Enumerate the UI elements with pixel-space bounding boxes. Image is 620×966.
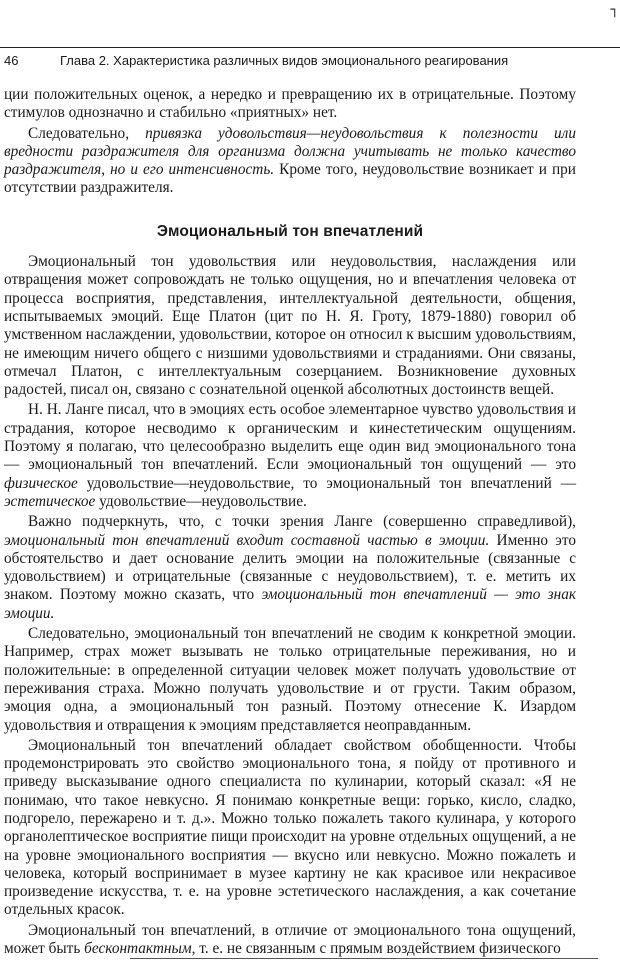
paragraph-3: Эмоциональный тон удовольствия или неудовольствия, наслаждения или отвращения может сопровождать не только ощущения, но и впечатления человека от процесса восприятия, представления, интеллектуальной деятельности, общения, испытываемых эмоций. Еще Платон (цит по Н. Я. Гроту, 1879-1880) говорил об умственном наслаждении, удовольствии, которое он относил к высшим удовольствиям, не имеющим ничего общего с низшими удовольствиями и страданиями. Они связаны, отмечал Платон, с интеллектуальным созерцанием. Возникновение духовных радостей, писал он, связано с сознательной оценкой абсолютных достоинств вещей. <box>4 253 576 399</box>
corner-mark: ┐ <box>610 2 619 18</box>
p4-text-e: удовольствие—неудовольствие. <box>95 492 307 510</box>
header-rule <box>0 47 620 48</box>
section-title: Эмоциональный тон впечатлений <box>156 222 424 240</box>
p8-text-a: Эмоциональный тон впечатлений, в отличие от эмоционального тона ощущений, может быть <box>4 921 576 958</box>
paragraph-4 <box>4 401 576 511</box>
p4-emphasis-aesthetic: эстетическое <box>4 492 96 510</box>
p8-text-c: т. е. не связанным с прямым воздействием физического <box>195 940 561 958</box>
p2-emphasis: привязка удовольствия—неудовольствия к полезности или вредности раздражителя для организма должна учитывать не только качество раздражителя, но и его интенсивность. <box>4 124 577 179</box>
p5-emphasis-2: эмоциональный тон впечатлений — это знак эмоции. <box>4 586 576 622</box>
p5-text-c: Именно это обстоятельство и дает основание делить эмоции на положительные (связанные с удовольствием) и отрицательные (связанные с неудовольствием), т. е. метить их знаком. Поэтому можно сказать, что <box>4 531 577 604</box>
paragraph-7: Эмоциональный тон впечатлений обладает свойством обобщенности. Чтобы продемонстрировать это свойство эмоционального тона, я пойду от противного и приведу высказывание одного специалиста по кулинарии, который сказал: «Я не понимаю, что такое невкусно. Я понимаю конкретные вещи: горько, кисло, сладко, подгорело, пережарено и т. д.». Можно только пожалеть такого кулинара, у которого органолептическое восприятие пищи происходит на уровне отдельных ощущений, а не на уровне эмоционального восприятия — вкусно или невкусно. Можно пожалеть и человека, который воспринимает в музее картину не как красивое или некрасивое произведение искусства, т. е. на уровне эстетического наслаждения, а как сочетание отдельных красок. <box>4 736 576 919</box>
running-header <box>4 53 610 68</box>
p2-text-c: Кроме того, неудовольствие возникает и при отсутствии раздражителя. <box>4 161 576 197</box>
paragraph-6: Следовательно, эмоциональный тон впечатлений не сводим к конкретной эмоции. Например, страх может вызывать не только отрицательные переживания, но и положительные: в определенной ситуации человек может получать удовольствие от переживания страха. Можно получать удовольствие и от грусти. Таким образом, эмоция одна, а эмоциональный тон разный. Поэтому отнесение К. Изардом удовольствия и отвращения к эмоциям представляется неоправданным. <box>4 625 576 734</box>
paragraph-8 <box>4 922 576 959</box>
paragraph-2 <box>4 125 576 198</box>
page-body <box>4 86 576 960</box>
page-number: 46 <box>4 53 19 68</box>
running-title: Глава 2. Характеристика различных видов эмоционального реагирования <box>60 53 509 68</box>
paragraph-1: ции положительных оценок, а нередко и превращению их в отрицательные. Поэтому стимулов однозначно и стабильно «приятных» нет. <box>4 86 576 122</box>
paragraph-5 <box>4 513 576 623</box>
p4-text-a: Н. Н. Ланге писал, что в эмоциях есть особое элементарное чувство удовольствия и страдания, которое несводимо к органическим и кинестетическим ощущениям. Поэтому я полагаю, что целесообразно выделить еще один вид эмоционального тона — эмоциональный тон впечатлений. Если эмоциональный тон ощущений — это <box>4 401 576 474</box>
p4-emphasis-physical: физическое <box>4 474 78 492</box>
p5-text-a: Важно подчеркнуть, что, с точки зрения Ланге (совершенно справедливой), <box>28 513 576 531</box>
p5-emphasis-1: эмоциональный тон впечатлений входит составной частью в эмоции. <box>4 531 490 549</box>
p2-text-a: Следовательно, <box>28 124 146 142</box>
p8-emphasis: бесконтактным, <box>84 940 196 958</box>
p4-text-c: удовольствие—неудовольствие, то эмоциональный тон впечатлений — <box>77 474 576 492</box>
footer-rule <box>130 958 598 959</box>
